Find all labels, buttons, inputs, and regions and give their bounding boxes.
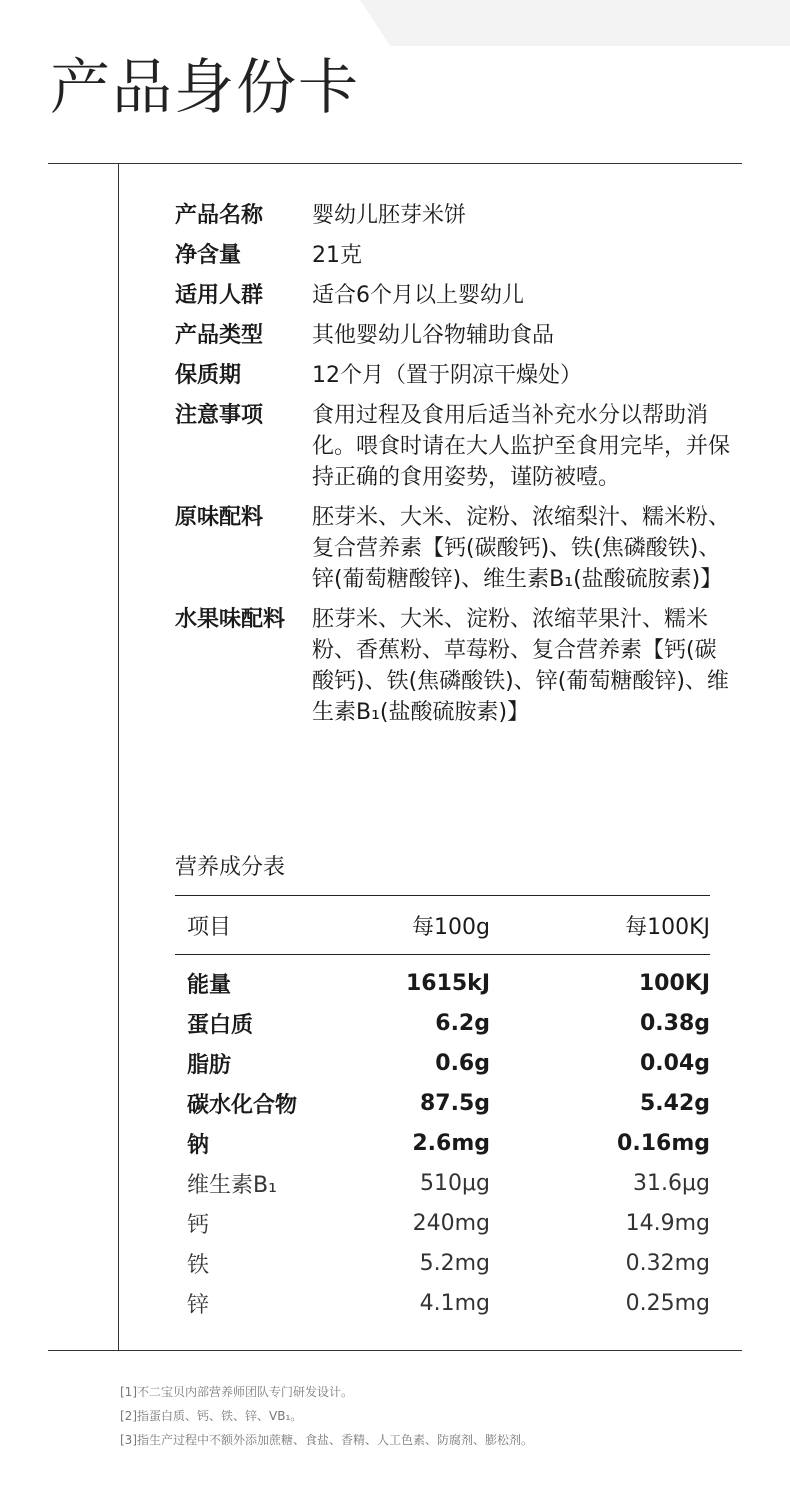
info-row — [175, 400, 745, 493]
header-per-100kj: 每100KJ — [625, 914, 710, 940]
info-value: 食用过程及食用后适当补充水分以帮助消化。喂食时请在大人监护至食用完毕，并保持正确的食用姿势，谨防被噎。 — [312, 403, 731, 490]
info-label: 水果味配料 — [175, 607, 286, 632]
info-label: 净含量 — [175, 243, 242, 268]
value-per-100g: 510μg — [420, 1170, 490, 1196]
header-item: 项目 — [187, 914, 232, 940]
table-row — [175, 1003, 710, 1043]
bottom-divider — [48, 1350, 742, 1351]
info-label: 产品类型 — [175, 323, 264, 348]
value-per-100g: 4.1mg — [419, 1290, 490, 1316]
nutrient-name: 脂肪 — [187, 1052, 232, 1078]
corner-decoration — [360, 0, 790, 46]
top-divider — [48, 163, 742, 164]
nutrition-table-body — [175, 955, 710, 1323]
value-per-100kj: 0.32mg — [625, 1250, 710, 1276]
info-label: 注意事项 — [175, 403, 264, 428]
table-row — [175, 1243, 710, 1283]
info-row — [175, 240, 745, 271]
nutrition-table — [175, 895, 710, 1323]
page-title: 产品身份卡 — [50, 53, 360, 123]
value-per-100kj: 14.9mg — [625, 1210, 710, 1236]
value-per-100kj: 0.25mg — [625, 1290, 710, 1316]
value-per-100kj: 100KJ — [638, 970, 710, 996]
info-row — [175, 280, 745, 311]
footnote: [1]不二宝贝内部营养师团队专门研发设计。 — [120, 1385, 353, 1399]
info-label: 产品名称 — [175, 203, 264, 228]
info-row — [175, 604, 745, 728]
value-per-100g: 87.5g — [419, 1090, 490, 1116]
nutrient-name: 碳水化合物 — [187, 1092, 298, 1118]
value-per-100kj: 31.6μg — [633, 1170, 710, 1196]
footnote: [3]指生产过程中不额外添加蔗糖、食盐、香精、人工色素、防腐剂、膨松剂。 — [120, 1433, 534, 1447]
table-row — [175, 1083, 710, 1123]
nutrient-name: 铁 — [187, 1252, 210, 1278]
info-value: 21克 — [312, 243, 362, 268]
nutrient-name: 蛋白质 — [187, 1012, 254, 1038]
nutrient-name: 锌 — [187, 1292, 210, 1318]
value-per-100g: 2.6mg — [412, 1130, 490, 1156]
info-value: 12个月（置于阴凉干燥处） — [312, 363, 582, 388]
product-info-list — [175, 200, 745, 737]
nutrition-table-header — [175, 895, 710, 955]
info-label: 原味配料 — [175, 505, 264, 530]
nutrient-name: 维生素B₁ — [187, 1172, 277, 1198]
header-per-100g: 每100g — [412, 914, 490, 940]
nutrient-name: 钙 — [187, 1212, 210, 1238]
info-value: 婴幼儿胚芽米饼 — [312, 203, 467, 228]
value-per-100kj: 0.16mg — [617, 1130, 710, 1156]
value-per-100kj: 0.38g — [639, 1010, 710, 1036]
table-row — [175, 1163, 710, 1203]
value-per-100g: 0.6g — [435, 1050, 490, 1076]
value-per-100kj: 5.42g — [639, 1090, 710, 1116]
nutrient-name: 钠 — [187, 1132, 210, 1158]
info-label: 保质期 — [175, 363, 242, 388]
info-value: 胚芽米、大米、淀粉、浓缩梨汁、糯米粉、复合营养素【钙(碳酸钙)、铁(焦磷酸铁)、锌(葡萄糖酸锌)、维生素B₁(盐酸硫胺素)】 — [312, 505, 731, 592]
value-per-100g: 1615kJ — [405, 970, 490, 996]
table-row — [175, 1043, 710, 1083]
table-row — [175, 1283, 710, 1323]
info-row — [175, 360, 745, 391]
footnote: [2]指蛋白质、钙、铁、锌、VB₁。 — [120, 1409, 303, 1423]
nutrient-name: 能量 — [187, 972, 232, 998]
table-row — [175, 1203, 710, 1243]
nutrition-table-title: 营养成分表 — [175, 855, 286, 880]
info-row — [175, 502, 745, 595]
value-per-100g: 5.2mg — [419, 1250, 490, 1276]
info-label: 适用人群 — [175, 283, 264, 308]
info-value: 其他婴幼儿谷物辅助食品 — [312, 323, 555, 348]
value-per-100g: 6.2g — [435, 1010, 490, 1036]
value-per-100kj: 0.04g — [639, 1050, 710, 1076]
info-value: 适合6个月以上婴幼儿 — [312, 283, 524, 308]
info-value: 胚芽米、大米、淀粉、浓缩苹果汁、糯米粉、香蕉粉、草莓粉、复合营养素【钙(碳酸钙)、铁(焦磷酸铁)、锌(葡萄糖酸锌)、维生素B₁(盐酸硫胺素)】 — [312, 607, 729, 725]
info-row — [175, 200, 745, 231]
table-row — [175, 963, 710, 1003]
value-per-100g: 240mg — [412, 1210, 490, 1236]
footnotes — [120, 1380, 533, 1452]
left-vertical-rule — [118, 163, 119, 1350]
table-row — [175, 1123, 710, 1163]
info-row — [175, 320, 745, 351]
